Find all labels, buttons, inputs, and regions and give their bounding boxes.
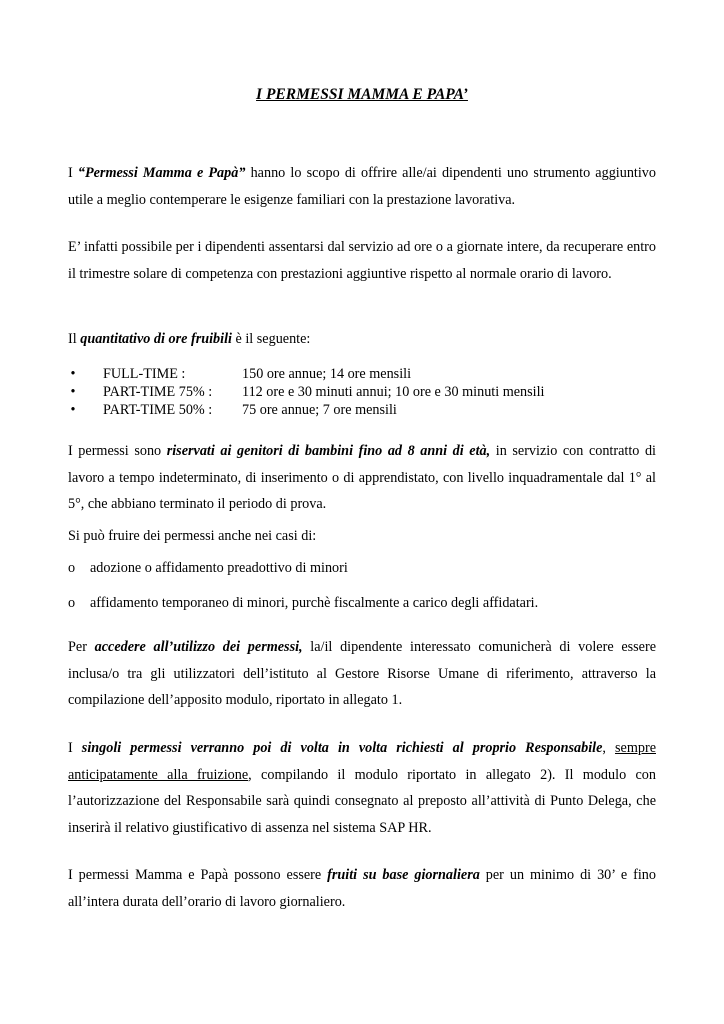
bullet-icon: • xyxy=(70,384,76,400)
recovery-paragraph: E’ infatti possibile per i dipendenti assentarsi dal servizio ad ore o a giornate intere, da recuperare entro il trimestre solare di competenza con prestazioni aggiuntive rispetto al normale orario di lavoro. xyxy=(68,239,656,282)
eligibility-emphasis: riservati ai genitori di bambini fino ad 8 anni di età, xyxy=(166,443,491,459)
cases-intro-paragraph: Si può fruire dei permessi anche nei casi di: xyxy=(68,528,317,544)
cases-list xyxy=(68,558,656,613)
intro-paragraph xyxy=(68,160,656,213)
access-emphasis: accedere all’utilizzo dei permessi, xyxy=(94,639,303,655)
hours-label: PART-TIME 50% : xyxy=(103,402,213,418)
access-paragraph xyxy=(68,634,656,714)
request-emphasis: singoli permessi verranno poi di volta in volta richiesti al proprio Responsabile xyxy=(81,740,603,756)
hours-list-item xyxy=(68,365,656,383)
eligibility-paragraph xyxy=(68,438,656,518)
bullet-icon: • xyxy=(70,366,76,382)
eligibility-rest: in servizio con contratto di lavoro a tempo indeterminato, di inserimento o di apprendistato, con livello inquadramentale dal 1° al 5°, che abbiano terminato il periodo di prova. xyxy=(68,443,656,512)
request-paragraph xyxy=(68,735,656,841)
cases-list-item xyxy=(68,593,656,613)
daily-rest: per un minimo di 30’ e fino all’intera durata dell’orario di lavoro giornaliero. xyxy=(68,867,656,910)
circle-bullet-icon: o xyxy=(68,595,76,611)
bullet-icon: • xyxy=(70,402,76,418)
request-mid: , xyxy=(602,740,616,756)
circle-bullet-icon: o xyxy=(68,560,76,576)
hours-list-item xyxy=(68,401,656,419)
hours-list-item xyxy=(68,383,656,401)
request-rest: , compilando il modulo riportato in allegato 2). Il modulo con l’autorizzazione del Responsabile sarà quindi consegnato al preposto all’attività di Punto Delega, che inserirà il relativo giustificativo di assenza nel sistema SAP HR. xyxy=(68,766,656,836)
hours-label: PART-TIME 75% : xyxy=(103,384,213,400)
hours-intro-emphasis: quantitativo di ore fruibili xyxy=(80,331,232,347)
intro-pre: I xyxy=(68,165,78,181)
case-text: affidamento temporaneo di minori, purchè fiscalmente a carico degli affidatari. xyxy=(90,595,539,611)
hours-value: 150 ore annue; 14 ore mensili xyxy=(242,366,412,382)
daily-emphasis: fruiti su base giornaliera xyxy=(327,867,480,883)
intro-emphasis: “Permessi Mamma e Papà” xyxy=(77,165,246,181)
access-rest: la/il dipendente interessato comunicherà di volere essere inclusa/o tra gli utilizzatori dell’istituto al Gestore Risorse Umane di riferimento, attraverso la compilazione dell’apposito modulo, riportato in allegato 1. xyxy=(68,639,656,708)
request-pre: I xyxy=(68,740,82,756)
cases-list-item xyxy=(68,558,656,593)
hours-intro-paragraph xyxy=(68,326,656,353)
intro-rest: hanno lo scopo di offrire alle/ai dipendenti uno strumento aggiuntivo utile a meglio contemperare le esigenze familiari con la prestazione lavorativa. xyxy=(68,165,656,208)
hours-intro-rest: è il seguente: xyxy=(231,331,311,347)
hours-value: 75 ore annue; 7 ore mensili xyxy=(242,402,397,418)
eligibility-pre: I permessi sono xyxy=(68,443,167,459)
case-text: adozione o affidamento preadottivo di minori xyxy=(90,560,348,576)
hours-value: 112 ore e 30 minuti annui; 10 ore e 30 minuti mensili xyxy=(242,384,545,400)
hours-intro-pre: Il xyxy=(68,331,81,347)
request-underlined: sempre anticipatamente alla fruizione xyxy=(68,740,656,783)
daily-paragraph xyxy=(68,862,656,915)
daily-pre: I permessi Mamma e Papà possono essere xyxy=(68,867,328,883)
access-pre: Per xyxy=(68,639,95,655)
hours-list xyxy=(68,365,656,419)
document-title: I PERMESSI MAMMA E PAPA’ xyxy=(256,86,468,103)
hours-label: FULL-TIME : xyxy=(103,366,186,382)
